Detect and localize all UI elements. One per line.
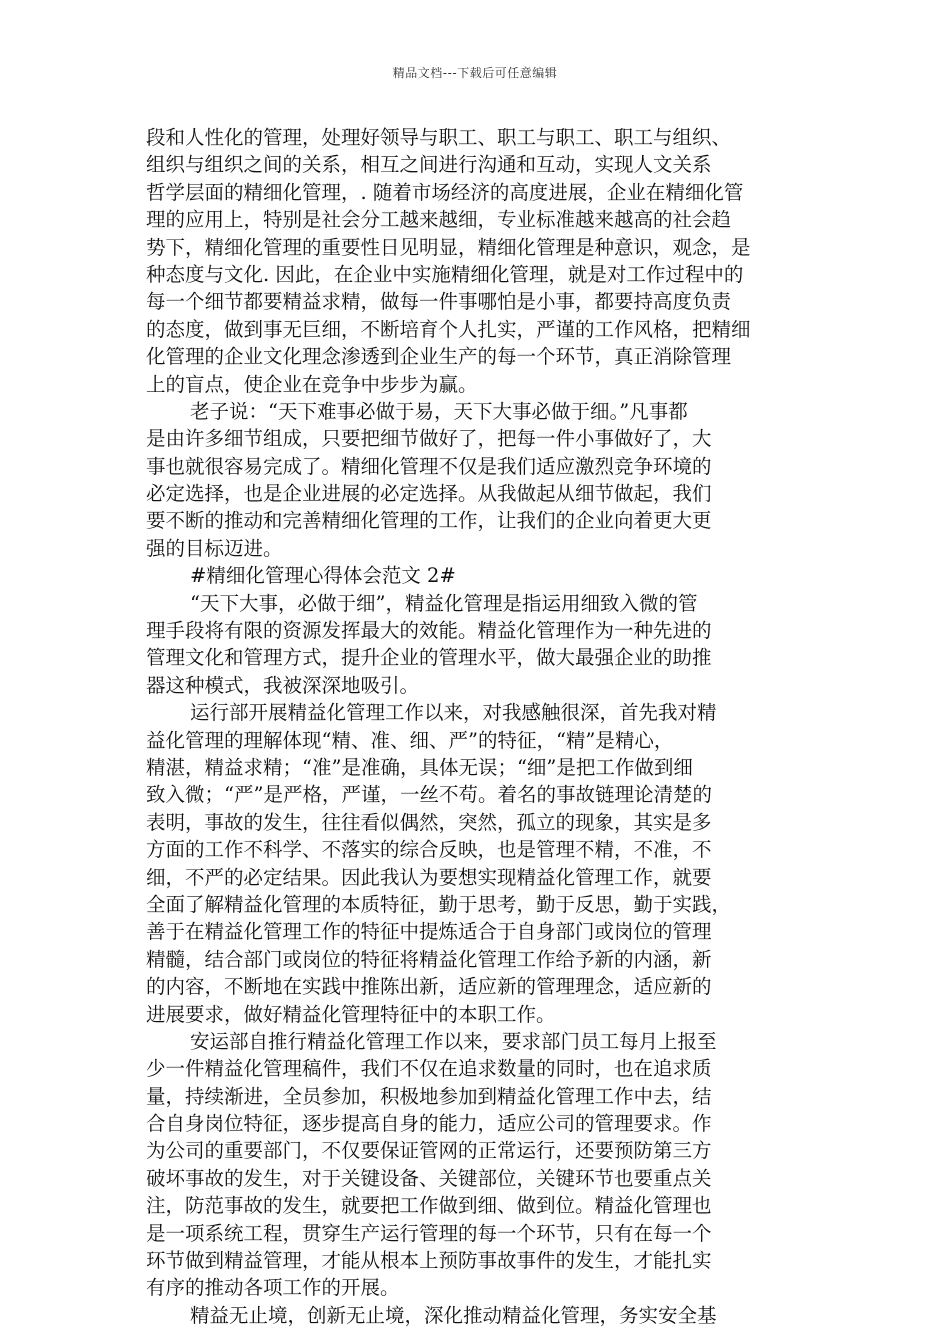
text-line: 益化管理的理解体现“精、准、细、严”的特征，“精”是精心， [146, 728, 674, 752]
text-line: 环节做到精益管理，才能从根本上预防事故事件的发生，才能扎实 [146, 1249, 712, 1273]
text-line: 种态度与文化. 因此，在企业中实施精细化管理，就是对工作过程中的 [146, 262, 744, 286]
text-line: 为公司的重要部门，不仅要保证管网的正常运行，还要预防第三方 [146, 1139, 712, 1163]
text-line: 强的目标迈进。 [146, 536, 283, 560]
text-line: 理手段将有限的资源发挥最大的效能。精益化管理作为一种先进的 [146, 619, 712, 643]
text-line: 善于在精益化管理工作的特征中提炼适合于自身部门或岗位的管理 [146, 920, 712, 944]
text-line: 精湛，精益求精；“准”是准确，具体无误；“细”是把工作做到细 [146, 755, 693, 779]
text-line: 是由许多细节组成，只要把细节做好了，把每一件小事做好了，大 [146, 427, 712, 451]
text-line: 进展要求，做好精益化管理特征中的本职工作。 [146, 1002, 556, 1026]
text-line: 哲学层面的精细化管理，. 随着市场经济的高度进展，企业在精细化管 [146, 180, 744, 204]
text-line: 上的盲点，使企业在竞争中步步为赢。 [146, 372, 478, 396]
text-line: 管理文化和管理方式，提升企业的管理水平，做大最强企业的助推 [146, 646, 712, 670]
text-line: 理的应用上，特别是社会分工越来越细，专业标准越来越高的社会趋 [146, 208, 732, 232]
text-line: 势下，精细化管理的重要性日见明显，精细化管理是种意识，观念，是 [146, 235, 751, 259]
text-line: 方面的工作不科学、不落实的综合反映，也是管理不精，不准，不 [146, 838, 712, 862]
text-line: 器这种模式，我被深深地吸引。 [146, 673, 420, 697]
text-line: 表明，事故的发生，往往看似偶然，突然，孤立的现象，其实是多 [146, 810, 712, 834]
section-heading: #精细化管理心得体会范文 2# [190, 564, 456, 588]
document-body [146, 124, 822, 1329]
text-line: 致入微；“严”是严格，严谨，一丝不苟。着名的事故链理论清楚的 [146, 783, 712, 807]
text-line: 量，持续渐进，全员参加，积极地参加到精益化管理工作中去，结 [146, 1084, 712, 1108]
paragraph-first-line: 运行部开展精益化管理工作以来，对我感触很深，首先我对精 [190, 701, 717, 725]
text-line: 破坏事故的发生，对于关键设备、关键部位，关键环节也要重点关 [146, 1166, 712, 1190]
text-line: 的内容，不断地在实践中推陈出新，适应新的管理理念，适应新的 [146, 975, 712, 999]
text-line: 是一项系统工程，贯穿生产运行管理的每一个环节，只有在每一个 [146, 1221, 712, 1245]
text-line: 组织与组织之间的关系，相互之间进行沟通和互动，实现人文关系 [146, 153, 712, 177]
text-line: 必定选择，也是企业进展的必定选择。从我做起从细节做起，我们 [146, 482, 712, 506]
paragraph-first-line: 老子说：“天下难事必做于易，天下大事必做于细。”凡事都 [190, 399, 688, 423]
text-line: 化管理的企业文化理念渗透到企业生产的每一个环节，真正消除管理 [146, 345, 732, 369]
text-line: 细，不严的必定结果。因此我认为要想实现精益化管理工作，就要 [146, 865, 712, 889]
text-line: 注，防范事故的发生，就要把工作做到细、做到位。精益化管理也 [146, 1194, 712, 1218]
text-line: 段和人性化的管理，处理好领导与职工、职工与职工、职工与组织、 [146, 126, 732, 149]
text-line: 少一件精益化管理稿件，我们不仅在追求数量的同时，也在追求质 [146, 1057, 712, 1081]
text-line: 全面了解精益化管理的本质特征，勤于思考，勤于反思，勤于实践， [146, 892, 732, 916]
paragraph-first-line: 安运部自推行精益化管理工作以来，要求部门员工每月上报至 [190, 1029, 717, 1053]
page-header: 精品文档---下载后可任意编辑 [392, 66, 558, 80]
text-line: 事也就很容易完成了。精细化管理不仅是我们适应激烈竞争环境的 [146, 454, 712, 478]
text-line: 每一个细节都要精益求精，做每一件事哪怕是小事，都要持高度负责 [146, 290, 732, 314]
text-line: 合自身岗位特征，逐步提高自身的能力，适应公司的管理要求。作 [146, 1112, 712, 1136]
paragraph-first-line: 精益无止境，创新无止境，深化推动精益化管理，务实安全基 [190, 1303, 717, 1327]
text-line: 要不断的推动和完善精细化管理的工作，让我们的企业向着更大更 [146, 509, 712, 533]
paragraph-first-line: “天下大事，必做于细”，精益化管理是指运用细致入微的管 [190, 591, 698, 615]
text-line: 精髓，结合部门或岗位的特征将精益化管理工作给予新的内涵，新 [146, 947, 712, 971]
text-line: 的态度，做到事无巨细，不断培育个人扎实，严谨的工作风格，把精细 [146, 317, 751, 341]
text-line: 有序的推动各项工作的开展。 [146, 1276, 400, 1300]
